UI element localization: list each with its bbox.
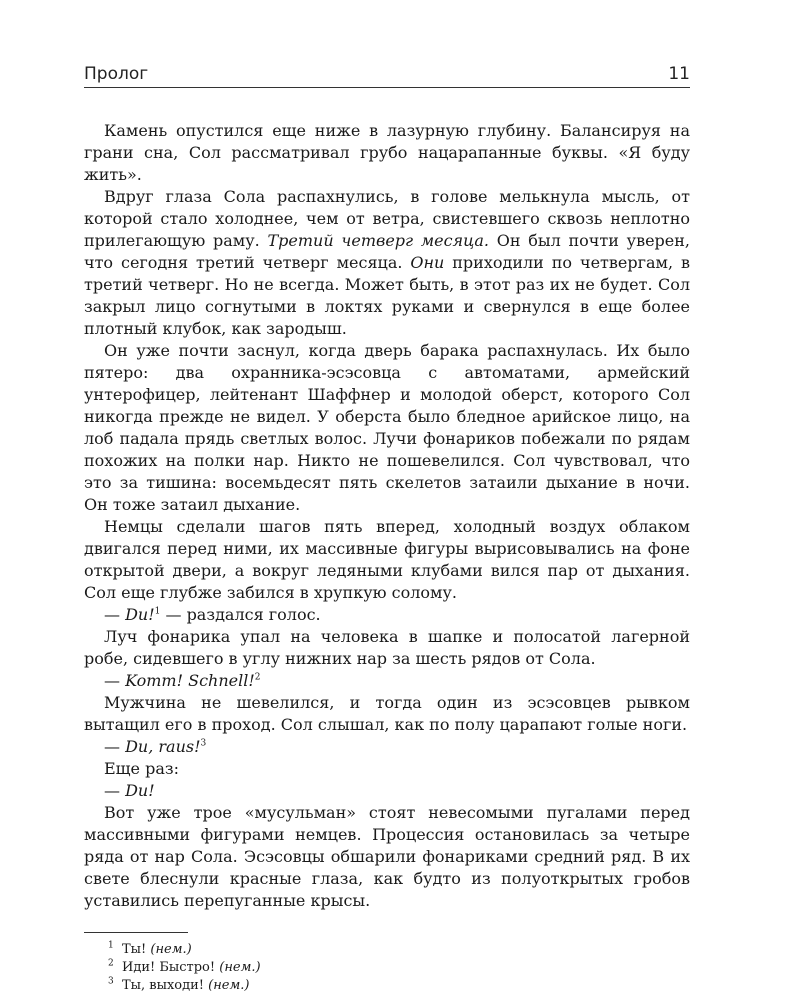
text-run: Вдруг глаза Сола распахнулись, в голове мелькнула мысль, от которой стало холоднее, чем от ветра, свистевшего сквозь неплотно прилегающую раму. <box>84 187 690 250</box>
text-run: Камень опустился еще ниже в лазурную глубину. Балансируя на грани сна, Сол рассматривал грубо нацарапанные буквы. «Я буду жить». <box>84 121 690 184</box>
text-run: Du! <box>125 605 155 624</box>
footnote <box>84 977 690 995</box>
main-text <box>84 120 690 912</box>
running-header <box>84 64 690 88</box>
text-run: Он уже почти заснул, когда дверь барака распахнулась. Их было пятеро: два охранника-эсэсовца с автоматами, армейский унтерофицер, лейтенант Шаффнер и молодой оберст, которого Сол никогда прежде не видел. У оберста было бледное арийское лицо, на лоб падала прядь светлых волос. Лучи фонариков побежали по рядам похожих на полки нар. Никто не пошевелился. Сол чувствовал, что это за тишина: восемьдесят пять скелетов затаили дыхание в ночи. Он тоже затаил дыхание. <box>84 341 690 514</box>
text-run: приходили по четвергам, в третий четверг. Но не всегда. Может быть, в этот раз их не будет. Сол закрыл лицо согнутыми в локтях руками и свернулся в еще более плотный клубок, как зародыш. <box>84 253 690 338</box>
text-run: — <box>104 605 126 624</box>
paragraph <box>84 758 690 780</box>
running-title: Пролог <box>84 64 149 84</box>
footnote-divider <box>84 932 188 933</box>
text-run: — <box>104 737 126 756</box>
text-run: Komm! Schnell! <box>125 671 255 690</box>
footnote-language-note: (нем.) <box>208 978 250 993</box>
footnote-number: 1 <box>108 940 114 951</box>
footnote-ref: 3 <box>200 738 207 749</box>
footnote-number: 2 <box>108 958 114 969</box>
paragraph <box>84 802 690 912</box>
paragraph <box>84 604 690 626</box>
book-page <box>84 64 690 995</box>
paragraph <box>84 692 690 736</box>
text-run: Вот уже трое «мусульман» стоят невесомыми пугалами перед массивными фигурами немцев. Процессия остановилась за четыре ряда от нар Сола. Эсэсовцы обшарили фонариками средний ряд. В их свете блеснули красные глаза, как будто из полуоткрытых гробов уставились перепуганные крысы. <box>84 803 690 910</box>
paragraph <box>84 186 690 340</box>
paragraph <box>84 626 690 670</box>
text-run: Луч фонарика упал на человека в шапке и полосатой лагерной робе, сидевшего в углу нижних нар за шесть рядов от Сола. <box>84 627 690 668</box>
footnote-number: 3 <box>108 976 114 987</box>
text-run: Немцы сделали шагов пять вперед, холодный воздух облаком двигался перед ними, их массивные фигуры вырисовывались на фоне открытой двери, а вокруг ледяными клубами вился пар от дыхания. Сол еще глубже забился в хрупкую солому. <box>84 517 690 602</box>
footnote-language-note: (нем.) <box>219 960 261 975</box>
text-run: — <box>104 671 126 690</box>
text-run: Третий четверг месяца. <box>267 231 489 250</box>
footnotes <box>84 941 690 995</box>
paragraph <box>84 780 690 802</box>
text-run: — раздался голос. <box>160 605 321 624</box>
text-run: Он был почти уверен, что сегодня третий четверг месяца. <box>84 231 690 272</box>
paragraph <box>84 736 690 758</box>
page-number: 11 <box>668 64 690 84</box>
paragraph <box>84 516 690 604</box>
paragraph <box>84 120 690 186</box>
text-run: — <box>104 781 126 800</box>
text-run: Еще раз: <box>104 759 180 778</box>
text-run: Мужчина не шевелился, и тогда один из эсэсовцев рывком вытащил его в проход. Сол слышал, как по полу царапают голые ноги. <box>84 693 690 734</box>
footnote <box>84 941 690 959</box>
footnote-ref: 1 <box>154 606 161 617</box>
footnote-ref: 2 <box>254 672 261 683</box>
footnote-text: Ты, выходи! <box>122 978 204 993</box>
footnote-text: Ты! <box>122 942 147 957</box>
text-run: Du! <box>125 781 155 800</box>
paragraph <box>84 340 690 516</box>
footnote-language-note: (нем.) <box>150 942 192 957</box>
footnote <box>84 959 690 977</box>
paragraph <box>84 670 690 692</box>
text-run: Du, raus! <box>125 737 201 756</box>
text-run: Они <box>410 253 445 272</box>
footnote-text: Иди! Быстро! <box>122 960 216 975</box>
